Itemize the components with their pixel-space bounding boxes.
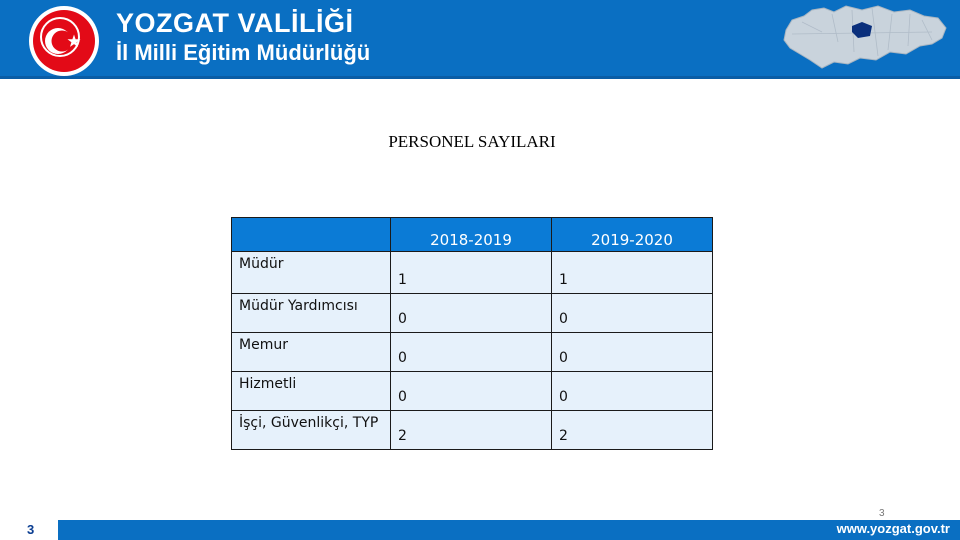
value-2019-2020: 0 — [552, 372, 713, 411]
value-2018-2019: 0 — [391, 372, 552, 411]
row-label: Müdür Yardımcısı — [232, 294, 391, 333]
turkey-map-icon — [782, 2, 950, 72]
row-label: Müdür — [232, 252, 391, 294]
header-title: YOZGAT VALİLİĞİ — [116, 8, 354, 38]
footer-url: www.yozgat.gov.tr — [836, 521, 950, 536]
slide-title: PERSONEL SAYILARI — [388, 132, 556, 151]
row-label: Hizmetli — [232, 372, 391, 411]
table-row — [232, 252, 713, 294]
page-number: 3 — [27, 522, 35, 537]
crescent-star-icon — [43, 22, 85, 60]
table-row — [232, 333, 713, 372]
value-2019-2020: 2 — [552, 411, 713, 450]
value-2018-2019: 0 — [391, 294, 552, 333]
row-label: İşçi, Güvenlikçi, TYP — [232, 411, 391, 450]
table-row — [232, 411, 713, 450]
header-bar — [0, 0, 960, 79]
slide-number: 3 — [879, 508, 885, 519]
header-subtitle: İl Milli Eğitim Müdürlüğü — [116, 40, 371, 65]
value-2019-2020: 1 — [552, 252, 713, 294]
footer-bar — [0, 520, 960, 540]
value-2018-2019: 1 — [391, 252, 552, 294]
footer-page-box — [0, 520, 58, 540]
header-cell-2018-2019: 2018-2019 — [391, 218, 552, 252]
value-2018-2019: 2 — [391, 411, 552, 450]
value-2019-2020: 0 — [552, 333, 713, 372]
row-label: Memur — [232, 333, 391, 372]
table-header-row — [232, 218, 713, 252]
table-row — [232, 372, 713, 411]
value-2018-2019: 0 — [391, 333, 552, 372]
value-2019-2020: 0 — [552, 294, 713, 333]
seal-logo — [29, 6, 99, 76]
header-cell-2019-2020: 2019-2020 — [552, 218, 713, 252]
staff-count-table — [231, 217, 713, 450]
header-cell-blank — [232, 218, 391, 252]
table-row — [232, 294, 713, 333]
